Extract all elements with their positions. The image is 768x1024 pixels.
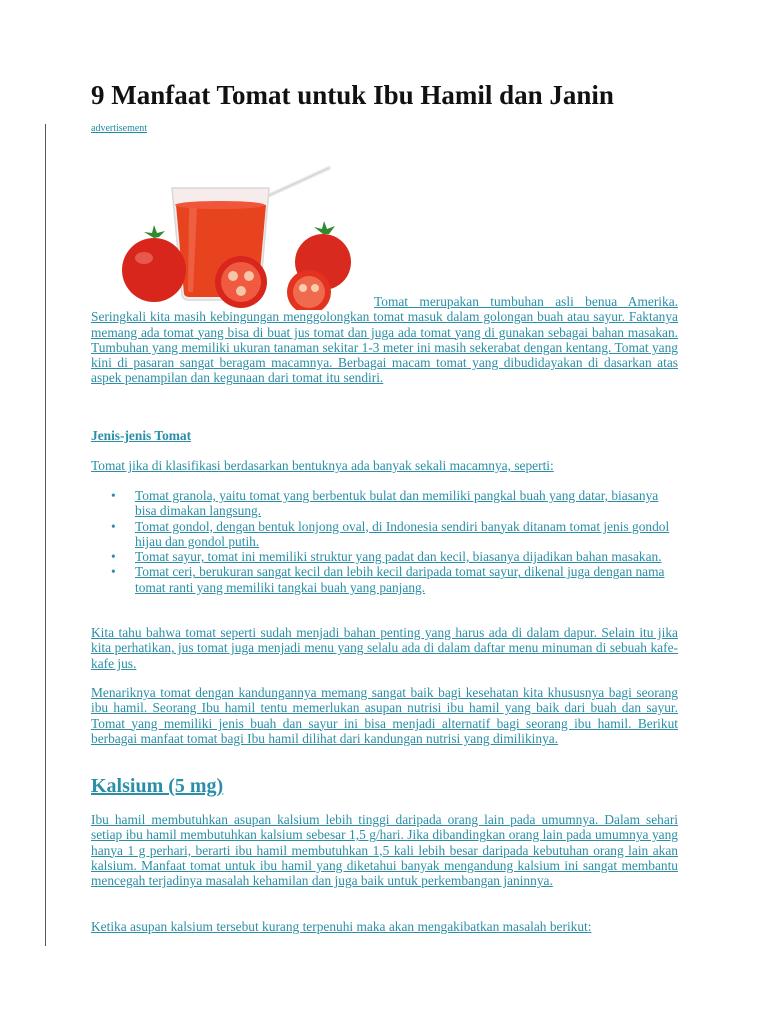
list-item[interactable]: • Tomat granola, yaitu tomat yang berbentuk bulat dan memiliki pangkal buah yang datar, biasanya bisa dimakan langsung. <box>111 488 659 519</box>
bullet-icon: • <box>111 549 116 565</box>
types-heading[interactable]: Jenis-jenis Tomat <box>91 428 192 443</box>
calcium-paragraph[interactable]: Ibu hamil membutuhkan asupan kalsium lebih tinggi daripada orang lain pada umumnya. Dalam sehari setiap ibu hamil membutuhkan kalsium sebesar 1,5 g/hari. Jika dibandingkan orang lain pada umumnya yang hanya 1 g perhari, berarti ibu hamil membutuhkan 1,5 kali lebih besar daripada kebutuhan orang lain akan kalsium. Manfaat tomat untuk ibu hamil yang diketahui banyak mengandung kalsium ini sangat membantu mencegah terjadinya masalah kehamilan dan juga baik untuk perkembangan janinnya. <box>91 812 678 889</box>
kitchen-paragraph[interactable]: Kita tahu bahwa tomat seperti sudah menjadi bahan penting yang harus ada di dalam dapur. Selain itu jika kita perhatikan, jus tomat juga menjadi menu yang selalu ada di dalam daftar menu minuman di sebuah kafe-kafe jus. <box>91 625 678 671</box>
health-paragraph[interactable]: Menariknya tomat dengan kandungannya memang sangat baik bagi kesehatan kita khususnya bagi seorang ibu hamil. Seorang Ibu hamil tentu memerlukan asupan nutrisi ibu hamil yang baik dari buah dan sayur. Tomat yang memiliki jenis buah dan sayur ini bisa menjadi alternatif bagi seorang ibu hamil. Berikut berbagai manfaat tomat bagi Ibu hamil dilihat dari kandungan nutrisi yang dimilikinya. <box>91 685 678 746</box>
bullet-icon: • <box>111 488 116 503</box>
page-margin-line <box>45 124 46 946</box>
bullet-icon: • <box>111 518 116 534</box>
types-intro[interactable]: Tomat jika di klasifikasi berdasarkan bentuknya ada banyak sekali macamnya, seperti: <box>91 458 554 473</box>
list-item[interactable]: • Tomat sayur, tomat ini memiliki struktur yang padat dan kecil, biasanya dijadikan bahan masakan. <box>111 549 662 565</box>
intro-paragraph[interactable]: Tomat merupakan tumbuhan asli benua Amerika. Seringkali kita masih kebingungan menggolongkan tomat masuk dalam golongan buah atau sayur. Faktanya memang ada tomat yang bisa di buat jus tomat dan juga ada tomat yang di gunakan sebagai bahan masakan. Tumbuhan yang memiliki ukuran tanaman sekitar 1-3 meter ini masih sekerabat dengan kentang. Tomat yang kini di pasaran sangat beragam macamnya. Berbagai macam tomat yang dibudidayakan di dasarkan atas aspek penampilan dan kegunaan dari tomat itu sendiri. <box>91 294 678 386</box>
advertisement-link[interactable]: advertisement <box>91 123 148 134</box>
section-title-calcium[interactable]: Kalsium (5 mg) <box>91 775 224 797</box>
tomato-types-list <box>91 488 678 595</box>
tomato-juice-image <box>109 160 359 310</box>
deficiency-intro[interactable]: Ketika asupan kalsium tersebut kurang terpenuhi maka akan mengakibatkan masalah berikut: <box>91 919 592 934</box>
list-item[interactable]: • Tomat gondol, dengan bentuk lonjong oval, di Indonesia sendiri banyak ditanam tomat jenis gondol hijau dan gondol putih. <box>111 518 670 549</box>
list-item[interactable]: • Tomat ceri, berukuran sangat kecil dan lebih kecil daripada tomat sayur, dikenal juga dengan nama tomat ranti yang memiliki tangkai buah yang panjang. <box>111 564 665 595</box>
bullet-icon: • <box>111 564 116 580</box>
page-title: 9 Manfaat Tomat untuk Ibu Hamil dan Janin <box>91 80 614 110</box>
